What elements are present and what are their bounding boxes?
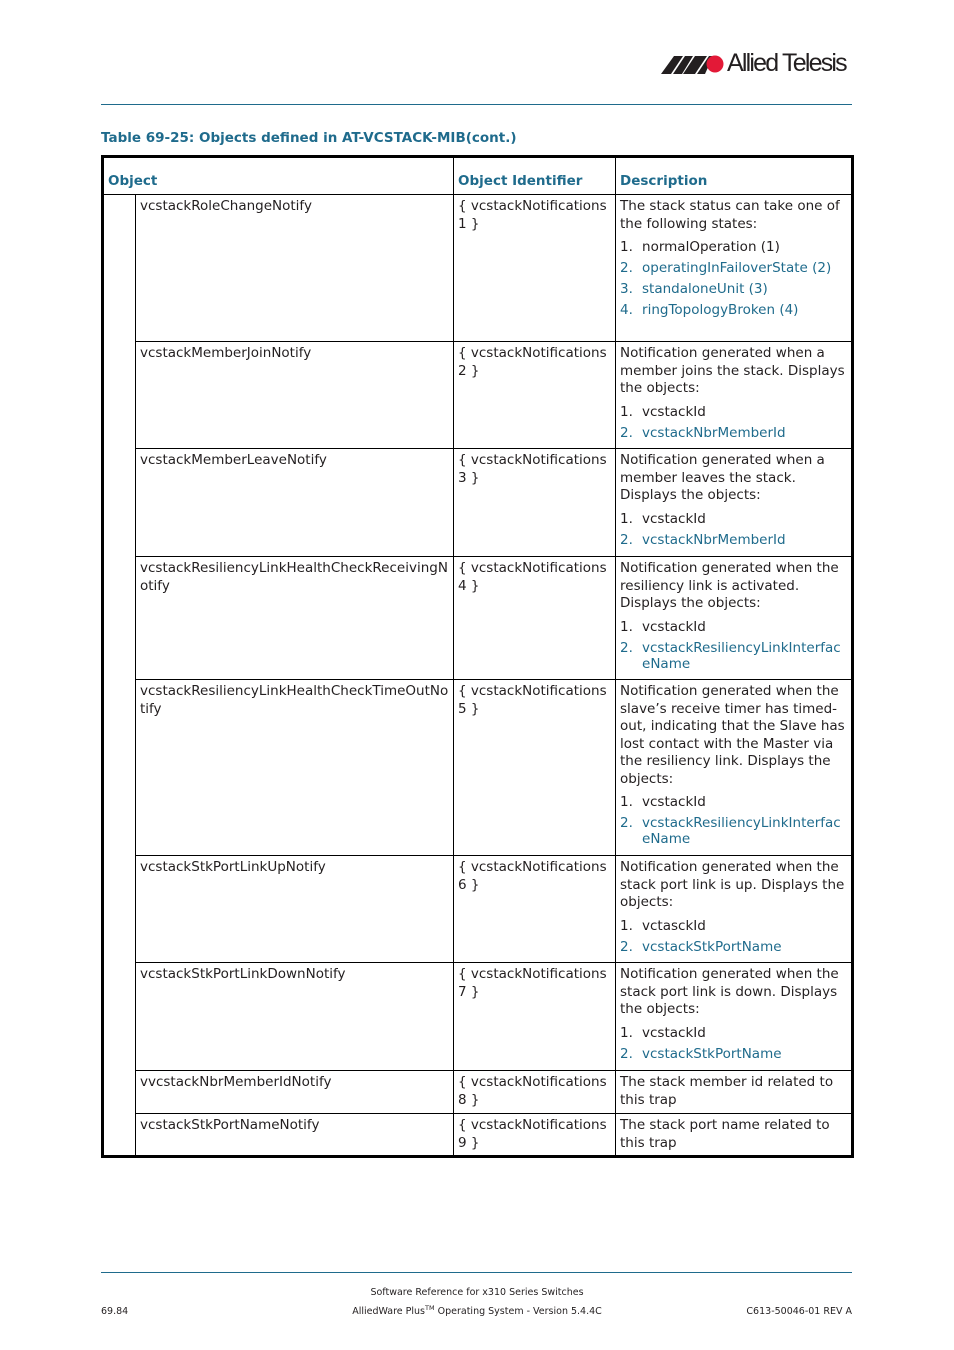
- object-identifier-cell: { vcstackNotifications 4 }: [454, 557, 616, 680]
- description-list: [620, 511, 847, 548]
- list-item-number: 1.: [620, 618, 633, 635]
- description-list: [620, 404, 847, 441]
- list-item-text: standaloneUnit (3): [642, 281, 768, 297]
- object-identifier-cell: { vcstackNotifications 8 }: [454, 1071, 616, 1114]
- description-list: [620, 239, 847, 318]
- list-item: [620, 425, 847, 441]
- list-item-text: vcstackStkPortName: [642, 1045, 782, 1062]
- list-item-number: 1.: [620, 403, 633, 420]
- table-row: [103, 680, 853, 856]
- table-caption: Table 69-25: Objects defined in AT-VCSTACK-MIB(cont.): [101, 130, 517, 146]
- row-indent: [103, 1114, 136, 1157]
- list-item: [620, 1046, 847, 1062]
- list-item: [620, 640, 847, 672]
- row-indent: [103, 1071, 136, 1114]
- list-item-text: vctasckId: [642, 917, 706, 934]
- table-row: [103, 557, 853, 680]
- list-item-number: 2.: [620, 938, 633, 955]
- list-item-text: vcstackNbrMemberId: [642, 531, 786, 548]
- object-name-cell: vcstackResiliencyLinkHealthCheckReceivingNotify: [136, 557, 454, 680]
- list-item-text: vcstackNbrMemberId: [642, 424, 786, 441]
- object-identifier-cell: { vcstackNotifications 1 }: [454, 195, 616, 342]
- description-text: Notification generated when the stack port link is up. Displays the objects:: [620, 859, 845, 910]
- description-cell: [616, 856, 853, 963]
- description-text: Notification generated when the resiliency link is activated. Displays the objects:: [620, 560, 839, 611]
- description-cell: [616, 680, 853, 856]
- description-cell: [616, 1071, 853, 1114]
- table-header-row: [103, 157, 853, 195]
- list-item-text: vcstackId: [642, 794, 706, 810]
- header-object: Object: [103, 157, 454, 195]
- list-item-number: 2.: [620, 1045, 633, 1062]
- description-cell: [616, 449, 853, 557]
- list-item-number: 2.: [620, 639, 633, 656]
- description-text: The stack port name related to this trap: [620, 1117, 830, 1151]
- allied-telesis-logo: [661, 50, 856, 80]
- list-item-text: vcstackId: [642, 510, 706, 527]
- list-item: [620, 302, 847, 318]
- object-identifier-cell: { vcstackNotifications 5 }: [454, 680, 616, 856]
- description-text: Notification generated when a member leaves the stack. Displays the objects:: [620, 452, 825, 503]
- description-cell: [616, 195, 853, 342]
- row-indent: [103, 680, 136, 856]
- object-name-cell: vcstackStkPortNameNotify: [136, 1114, 454, 1157]
- list-item-text: vcstackId: [642, 1024, 706, 1041]
- table-row: [103, 1114, 853, 1157]
- description-list: [620, 1025, 847, 1062]
- logo-text: Allied Telesis: [727, 49, 846, 77]
- object-name-cell: vcstackStkPortLinkDownNotify: [136, 963, 454, 1071]
- list-item-text: vcstackId: [642, 403, 706, 420]
- description-list: [620, 619, 847, 672]
- list-item-number: 2.: [620, 815, 633, 831]
- page-number: 69.84: [101, 1306, 129, 1317]
- description-list: [620, 794, 847, 847]
- table-row: [103, 963, 853, 1071]
- list-item: [620, 404, 847, 420]
- list-item-number: 1.: [620, 794, 633, 810]
- object-name-cell: vcstackRoleChangeNotify: [136, 195, 454, 342]
- row-indent: [103, 342, 136, 449]
- footer-title: Software Reference for x310 Series Switches: [370, 1287, 584, 1298]
- list-item-number: 2.: [620, 531, 633, 548]
- list-item: [620, 794, 847, 810]
- footer-tm: TM: [425, 1304, 435, 1312]
- object-identifier-cell: { vcstackNotifications 2 }: [454, 342, 616, 449]
- footer-rule: [101, 1272, 852, 1273]
- list-item: [620, 918, 847, 934]
- list-item: [620, 511, 847, 527]
- list-item: [620, 281, 847, 297]
- description-list: [620, 918, 847, 955]
- list-item: [620, 619, 847, 635]
- description-text: The stack member id related to this trap: [620, 1074, 834, 1108]
- row-indent: [103, 557, 136, 680]
- object-identifier-cell: { vcstackNotifications 9 }: [454, 1114, 616, 1157]
- list-item-text: vcstackResiliencyLinkInterfaceName: [642, 815, 841, 847]
- object-identifier-cell: { vcstackNotifications 7 }: [454, 963, 616, 1071]
- mib-objects-table: [101, 155, 854, 1158]
- header-description: Description: [616, 157, 853, 195]
- description-cell: [616, 342, 853, 449]
- table-row: [103, 449, 853, 557]
- description-cell: [616, 557, 853, 680]
- object-identifier-cell: { vcstackNotifications 3 }: [454, 449, 616, 557]
- list-item: [620, 260, 847, 276]
- list-item-number: 1.: [620, 1024, 633, 1041]
- list-item: [620, 239, 847, 255]
- description-text: Notification generated when a member joins the stack. Displays the objects:: [620, 345, 845, 396]
- description-text: Notification generated when the slave’s receive timer has timed-out, indicating that the Slave has lost contact with the Master via the resiliency link. Displays the objects:: [620, 683, 845, 787]
- list-item: [620, 1025, 847, 1041]
- description-text: The stack status can take one of the following states:: [620, 198, 840, 232]
- description-text: Notification generated when the stack port link is down. Displays the objects:: [620, 966, 839, 1017]
- document-code: C613-50046-01 REV A: [746, 1306, 852, 1317]
- list-item-text: vcstackResiliencyLinkInterfaceName: [642, 639, 841, 672]
- row-indent: [103, 856, 136, 963]
- object-name-cell: vvcstackNbrMemberIdNotify: [136, 1071, 454, 1114]
- object-name-cell: vcstackMemberLeaveNotify: [136, 449, 454, 557]
- list-item: [620, 532, 847, 548]
- object-name-cell: vcstackResiliencyLinkHealthCheckTimeOutNotify: [136, 680, 454, 856]
- description-cell: [616, 963, 853, 1071]
- logo-mark-icon: [661, 50, 727, 80]
- list-item-text: operatingInFailoverState (2): [642, 260, 832, 276]
- list-item-number: 3.: [620, 281, 633, 297]
- table-row: [103, 856, 853, 963]
- list-item-text: vcstackStkPortName: [642, 938, 782, 955]
- list-item-text: vcstackId: [642, 618, 706, 635]
- object-name-cell: vcstackMemberJoinNotify: [136, 342, 454, 449]
- list-item: [620, 815, 847, 847]
- list-item-text: ringTopologyBroken (4): [642, 302, 799, 318]
- footer-product-suffix: Operating System - Version 5.4.4C: [434, 1306, 602, 1318]
- table-row: [103, 1071, 853, 1114]
- table-row: [103, 195, 853, 342]
- list-item-text: normalOperation (1): [642, 239, 780, 255]
- header-rule: [101, 104, 852, 105]
- list-item-number: 4.: [620, 302, 633, 318]
- row-indent: [103, 195, 136, 342]
- row-indent: [103, 449, 136, 557]
- list-item-number: 1.: [620, 917, 633, 934]
- footer-product-prefix: AlliedWare Plus: [352, 1306, 426, 1318]
- list-item-number: 2.: [620, 260, 633, 276]
- object-identifier-cell: { vcstackNotifications 6 }: [454, 856, 616, 963]
- list-item-number: 2.: [620, 424, 633, 441]
- object-name-cell: vcstackStkPortLinkUpNotify: [136, 856, 454, 963]
- header-object-identifier: Object Identifier: [454, 157, 616, 195]
- description-cell: [616, 1114, 853, 1157]
- list-item: [620, 939, 847, 955]
- list-item-number: 1.: [620, 510, 633, 527]
- row-indent: [103, 963, 136, 1071]
- table-row: [103, 342, 853, 449]
- list-item-number: 1.: [620, 239, 633, 255]
